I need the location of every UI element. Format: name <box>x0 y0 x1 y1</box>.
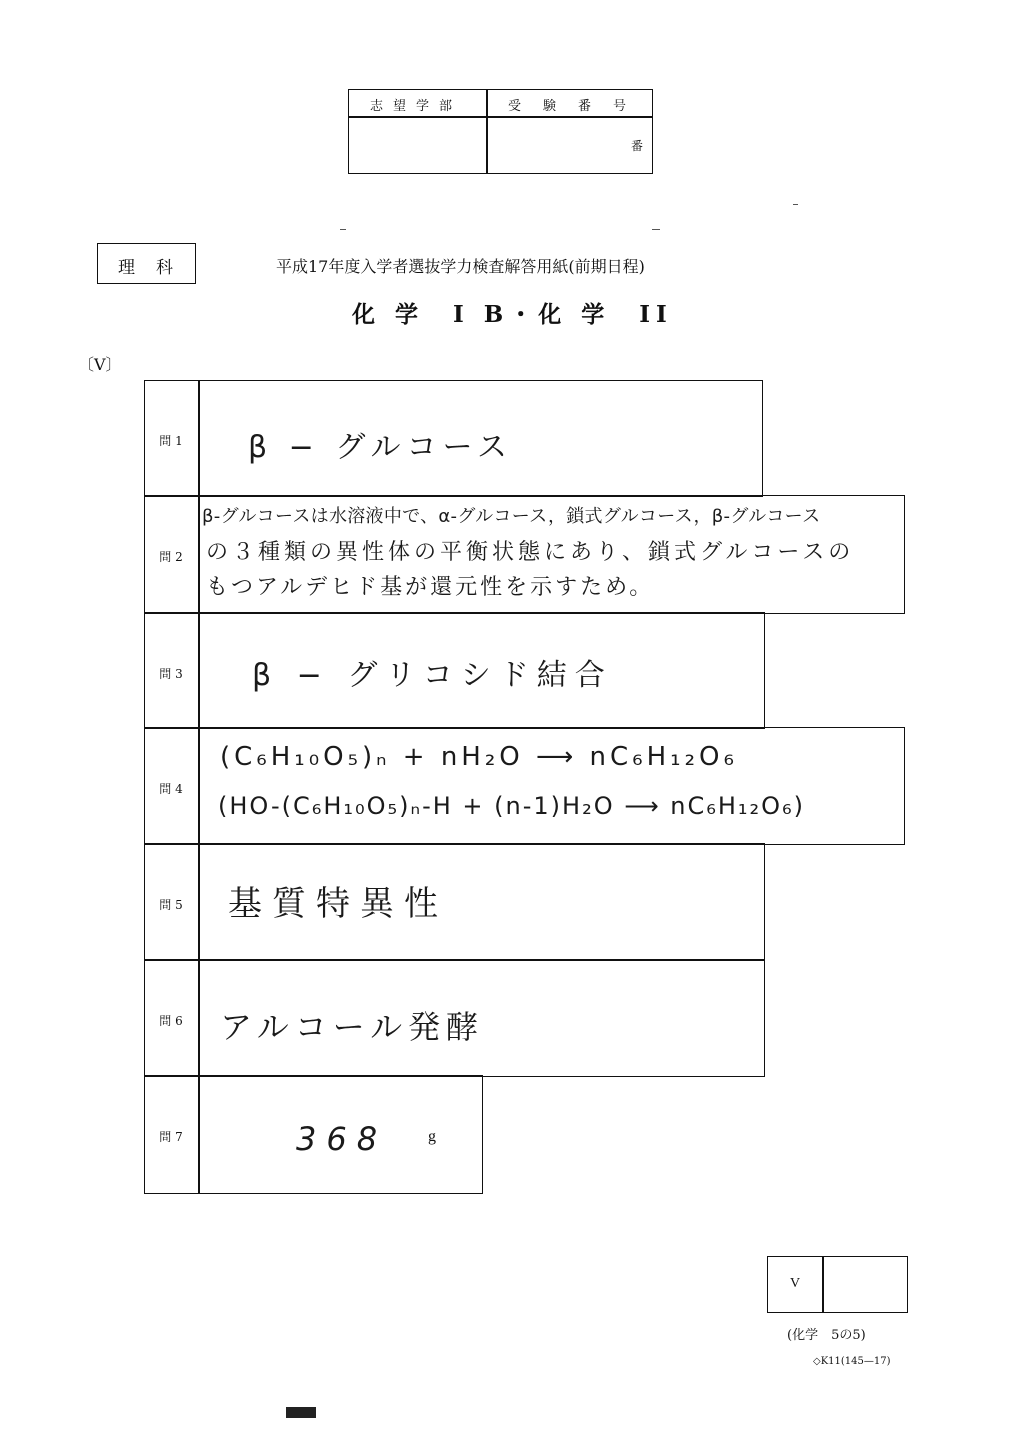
form-code: ◇K11(145—17) <box>813 1356 891 1367</box>
q1-answer: β − グルコース <box>248 430 513 465</box>
subject-title: 化 学 I B・化 学 II <box>352 301 673 328</box>
scan-mark <box>652 229 660 230</box>
row-separator <box>144 843 200 845</box>
exam-number-label: 受験番号 <box>508 99 649 114</box>
row-separator <box>144 959 200 961</box>
scan-mark <box>340 229 346 230</box>
scan-mark <box>286 1407 316 1418</box>
subject-label: 理 科 <box>118 258 175 278</box>
q7-answer: 368 <box>296 1120 388 1158</box>
q5-answer: 基質特異性 <box>228 884 448 924</box>
q2-label: 問 2 <box>159 550 183 564</box>
row-separator <box>144 727 200 729</box>
score-box-label: V <box>789 1276 801 1291</box>
score-field[interactable] <box>824 1258 906 1311</box>
row-separator <box>144 495 200 497</box>
q1-label: 問 1 <box>159 434 183 448</box>
q2-answer-line-1: β-グルコースは水溶液中で、α-グルコース，鎖式グルコース，β-グルコース <box>202 506 821 527</box>
sheet-title: 平成17年度入学者選抜学力検査解答用紙(前期日程) <box>276 257 645 276</box>
q3-answer: β − グリコシド結合 <box>252 658 613 693</box>
q4-answer-line-1: (C₆H₁₀O₅)ₙ + nH₂O ⟶ nC₆H₁₂O₆ <box>220 742 738 772</box>
exam-number-field[interactable] <box>488 118 651 172</box>
q2-answer-line-2: の３種類の異性体の平衡状態にあり、鎖式グルコースの <box>206 540 855 565</box>
q6-label: 問 6 <box>159 1014 183 1028</box>
q2-answer-line-3: もつアルデヒド基が還元性を示すため。 <box>206 575 655 600</box>
page-indicator: (化学 5の5) <box>787 1328 866 1343</box>
q7-unit: g <box>428 1128 436 1145</box>
row-separator <box>144 612 200 614</box>
q4-answer-line-2: (HO-(C₆H₁₀O₅)ₙ-H + (n-1)H₂O ⟶ nC₆H₁₂O₆) <box>218 792 806 820</box>
section-label: 〔V〕 <box>78 355 122 374</box>
faculty-field[interactable] <box>350 118 485 172</box>
q6-answer: アルコール発酵 <box>220 1008 485 1046</box>
exam-number-unit: 番 <box>631 139 644 153</box>
scan-mark <box>793 204 798 205</box>
q4-label: 問 4 <box>159 782 183 796</box>
row-separator <box>144 1075 200 1077</box>
faculty-label: 志望学部 <box>370 99 463 114</box>
q3-label: 問 3 <box>159 667 183 681</box>
q5-label: 問 5 <box>159 898 183 912</box>
q7-label: 問 7 <box>159 1130 183 1144</box>
